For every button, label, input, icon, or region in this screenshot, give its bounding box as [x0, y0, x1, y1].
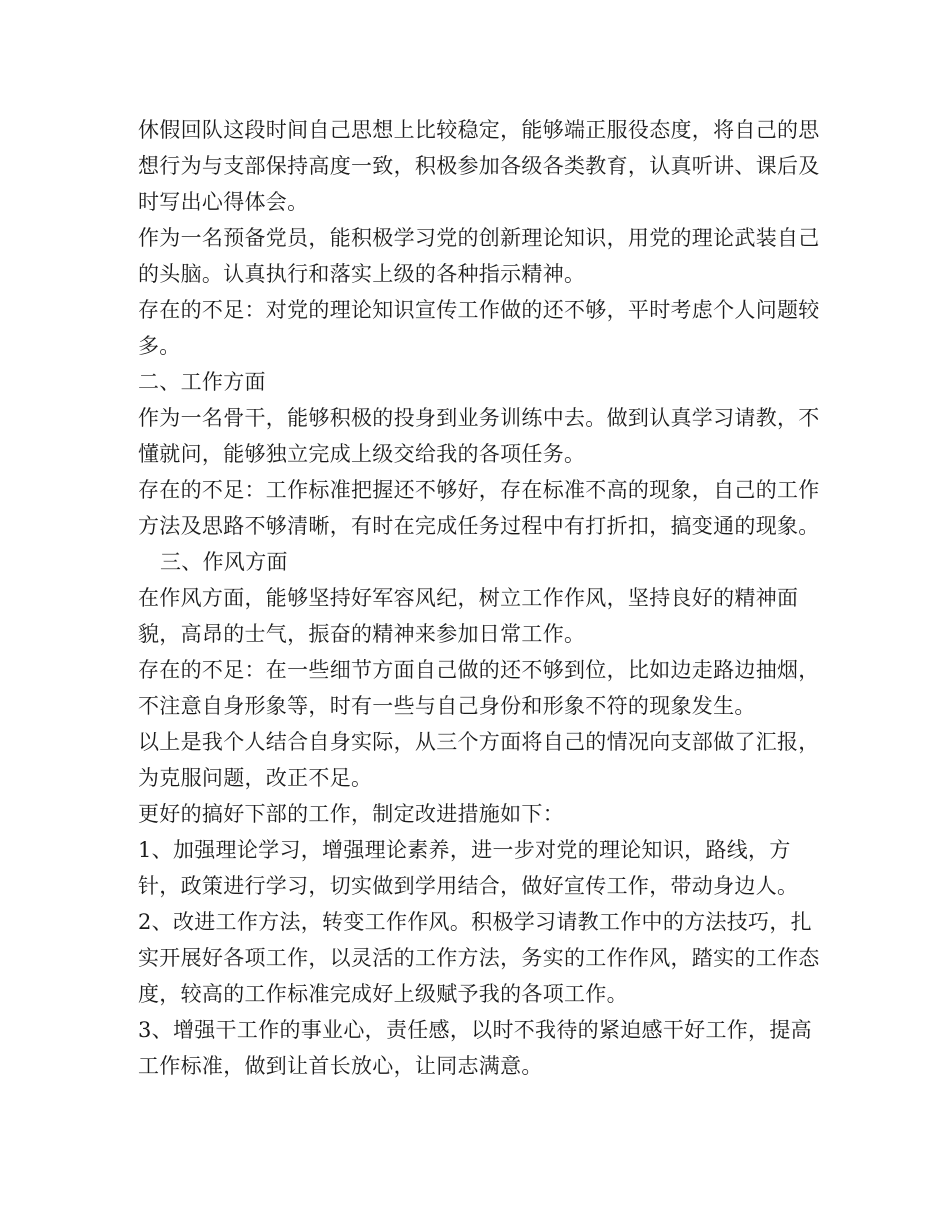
list-item-theory-study: 1、加强理论学习，增强理论素养，进一步对党的理论知识，路线，方针，政策进行学习，切实做到学用结合，做好宣传工作，带动身边人。 [138, 838, 799, 898]
paragraph-probationary-member: 作为一名预备党员，能积极学习党的创新理论知识，用党的理论武装自己的头脑。认真执行和落实上级的各种指示精神。 [138, 226, 820, 286]
paragraph-work-shortcomings: 存在的不足：工作标准把握还不够好，存在标准不高的现象，自己的工作方法及思路不够清晰，有时在完成任务过程中有打折扣，搞变通的现象。 [138, 478, 820, 538]
paragraph-style-discipline: 在作风方面，能够坚持好军容风纪，树立工作作风，坚持良好的精神面貌，高昂的士气，振奋的精神来参加日常工作。 [138, 586, 799, 646]
list-item-work-methods: 2、改进工作方法，转变工作作风。积极学习请教工作中的方法技巧，扎实开展好各项工作，以灵活的工作方法，务实的工作作风，踏实的工作态度，较高的工作标准完成好上级赋予我的各项工作。 [138, 910, 820, 1006]
paragraph-thought-shortcomings: 存在的不足：对党的理论知识宣传工作做的还不够，平时考虑个人问题较多。 [138, 298, 820, 358]
section-heading-style: 三、作风方面 [160, 550, 288, 574]
paragraph-work-backbone: 作为一名骨干，能够积极的投身到业务训练中去。做到认真学习请教，不懂就问，能够独立完成上级交给我的各项任务。 [138, 406, 820, 466]
list-item-dedication: 3、增强干工作的事业心，责任感，以时不我待的紧迫感干好工作，提高工作标准，做到让首长放心，让同志满意。 [138, 1018, 812, 1078]
paragraph-style-shortcomings: 存在的不足：在一些细节方面自己做的还不够到位，比如边走路边抽烟，不注意自身形象等，时有一些与自己身份和形象不符的现象发生。 [138, 658, 820, 718]
paragraph-thought-stability: 休假回队这段时间自己思想上比较稳定，能够端正服役态度，将自己的思想行为与支部保持高度一致，积极参加各级各类教育，认真听讲、课后及时写出心得体会。 [138, 118, 820, 214]
paragraph-improvement-intro: 更好的搞好下部的工作，制定改进措施如下： [138, 802, 564, 826]
section-heading-work: 二、工作方面 [138, 370, 266, 394]
document-body [138, 112, 828, 1084]
paragraph-summary-report: 以上是我个人结合自身实际，从三个方面将自己的情况向支部做了汇报，为克服问题，改正不足。 [138, 730, 820, 790]
